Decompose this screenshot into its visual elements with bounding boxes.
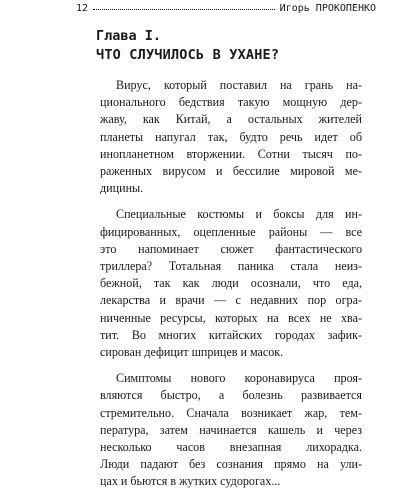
paragraph (100, 77, 362, 197)
text-line: пература, затем начинается кашель и через (100, 422, 362, 437)
text-line: несколько часов внезапная лихорадка. (100, 440, 362, 455)
text-line: Специальные костюмы и боксы для ин- (116, 207, 362, 222)
paragraph (100, 370, 362, 490)
text-line: ниченные ресурсы, которых на всех не хва- (100, 310, 362, 325)
text-line: планеты напугал так, будто речь идет об (100, 129, 362, 144)
text-line: Вирус, который поставил на грань на- (116, 78, 362, 92)
text-line: стремительно. Сначала возникает жар, тем- (100, 405, 362, 420)
chapter-label: Глава I. (96, 28, 162, 44)
text-line: раженных вирусом и бессилие мировой ме- (100, 164, 362, 179)
text-line: триллера? Тотальная паника стала неиз- (100, 259, 362, 274)
text-line: инопланетном вторжении. Сотни тысяч по- (100, 146, 362, 161)
body-text (100, 77, 362, 500)
text-line: Люди падают без сознания прямо на ули- (100, 457, 362, 472)
text-line: сирован дефицит шприцев и масок. (100, 345, 284, 360)
text-line: цах и бьются в жутких судорогах... (100, 474, 281, 489)
text-line: дицины. (100, 181, 144, 196)
chapter-title: ЧТО СЛУЧИЛОСЬ В УХАНЕ? (96, 47, 280, 63)
text-line: это напоминает сюжет фантастического (100, 241, 362, 256)
text-line: бежной, так как люди осознали, что еда, (100, 276, 362, 291)
paragraph (100, 206, 362, 361)
running-head (76, 0, 376, 16)
text-line: ционального бедствия такую мощную дер- (100, 95, 362, 110)
dot-leader (93, 9, 275, 10)
text-line: тит. Во многих китайских городах зафик- (100, 327, 362, 342)
text-line: лекарства и врачи — с недавних пор огра- (100, 293, 362, 308)
text-line: фицированных, оцепленные районы — все (100, 224, 362, 239)
text-line: жаву, как Китай, а остальных жителей (100, 112, 362, 127)
author-name: Игорь ПРОКОПЕНКО (279, 2, 376, 14)
text-line: вляются быстро, а болезнь развивается (100, 388, 362, 403)
text-line: Симптомы нового коронавируса проя- (116, 371, 362, 386)
page-number: 12 (76, 2, 89, 14)
